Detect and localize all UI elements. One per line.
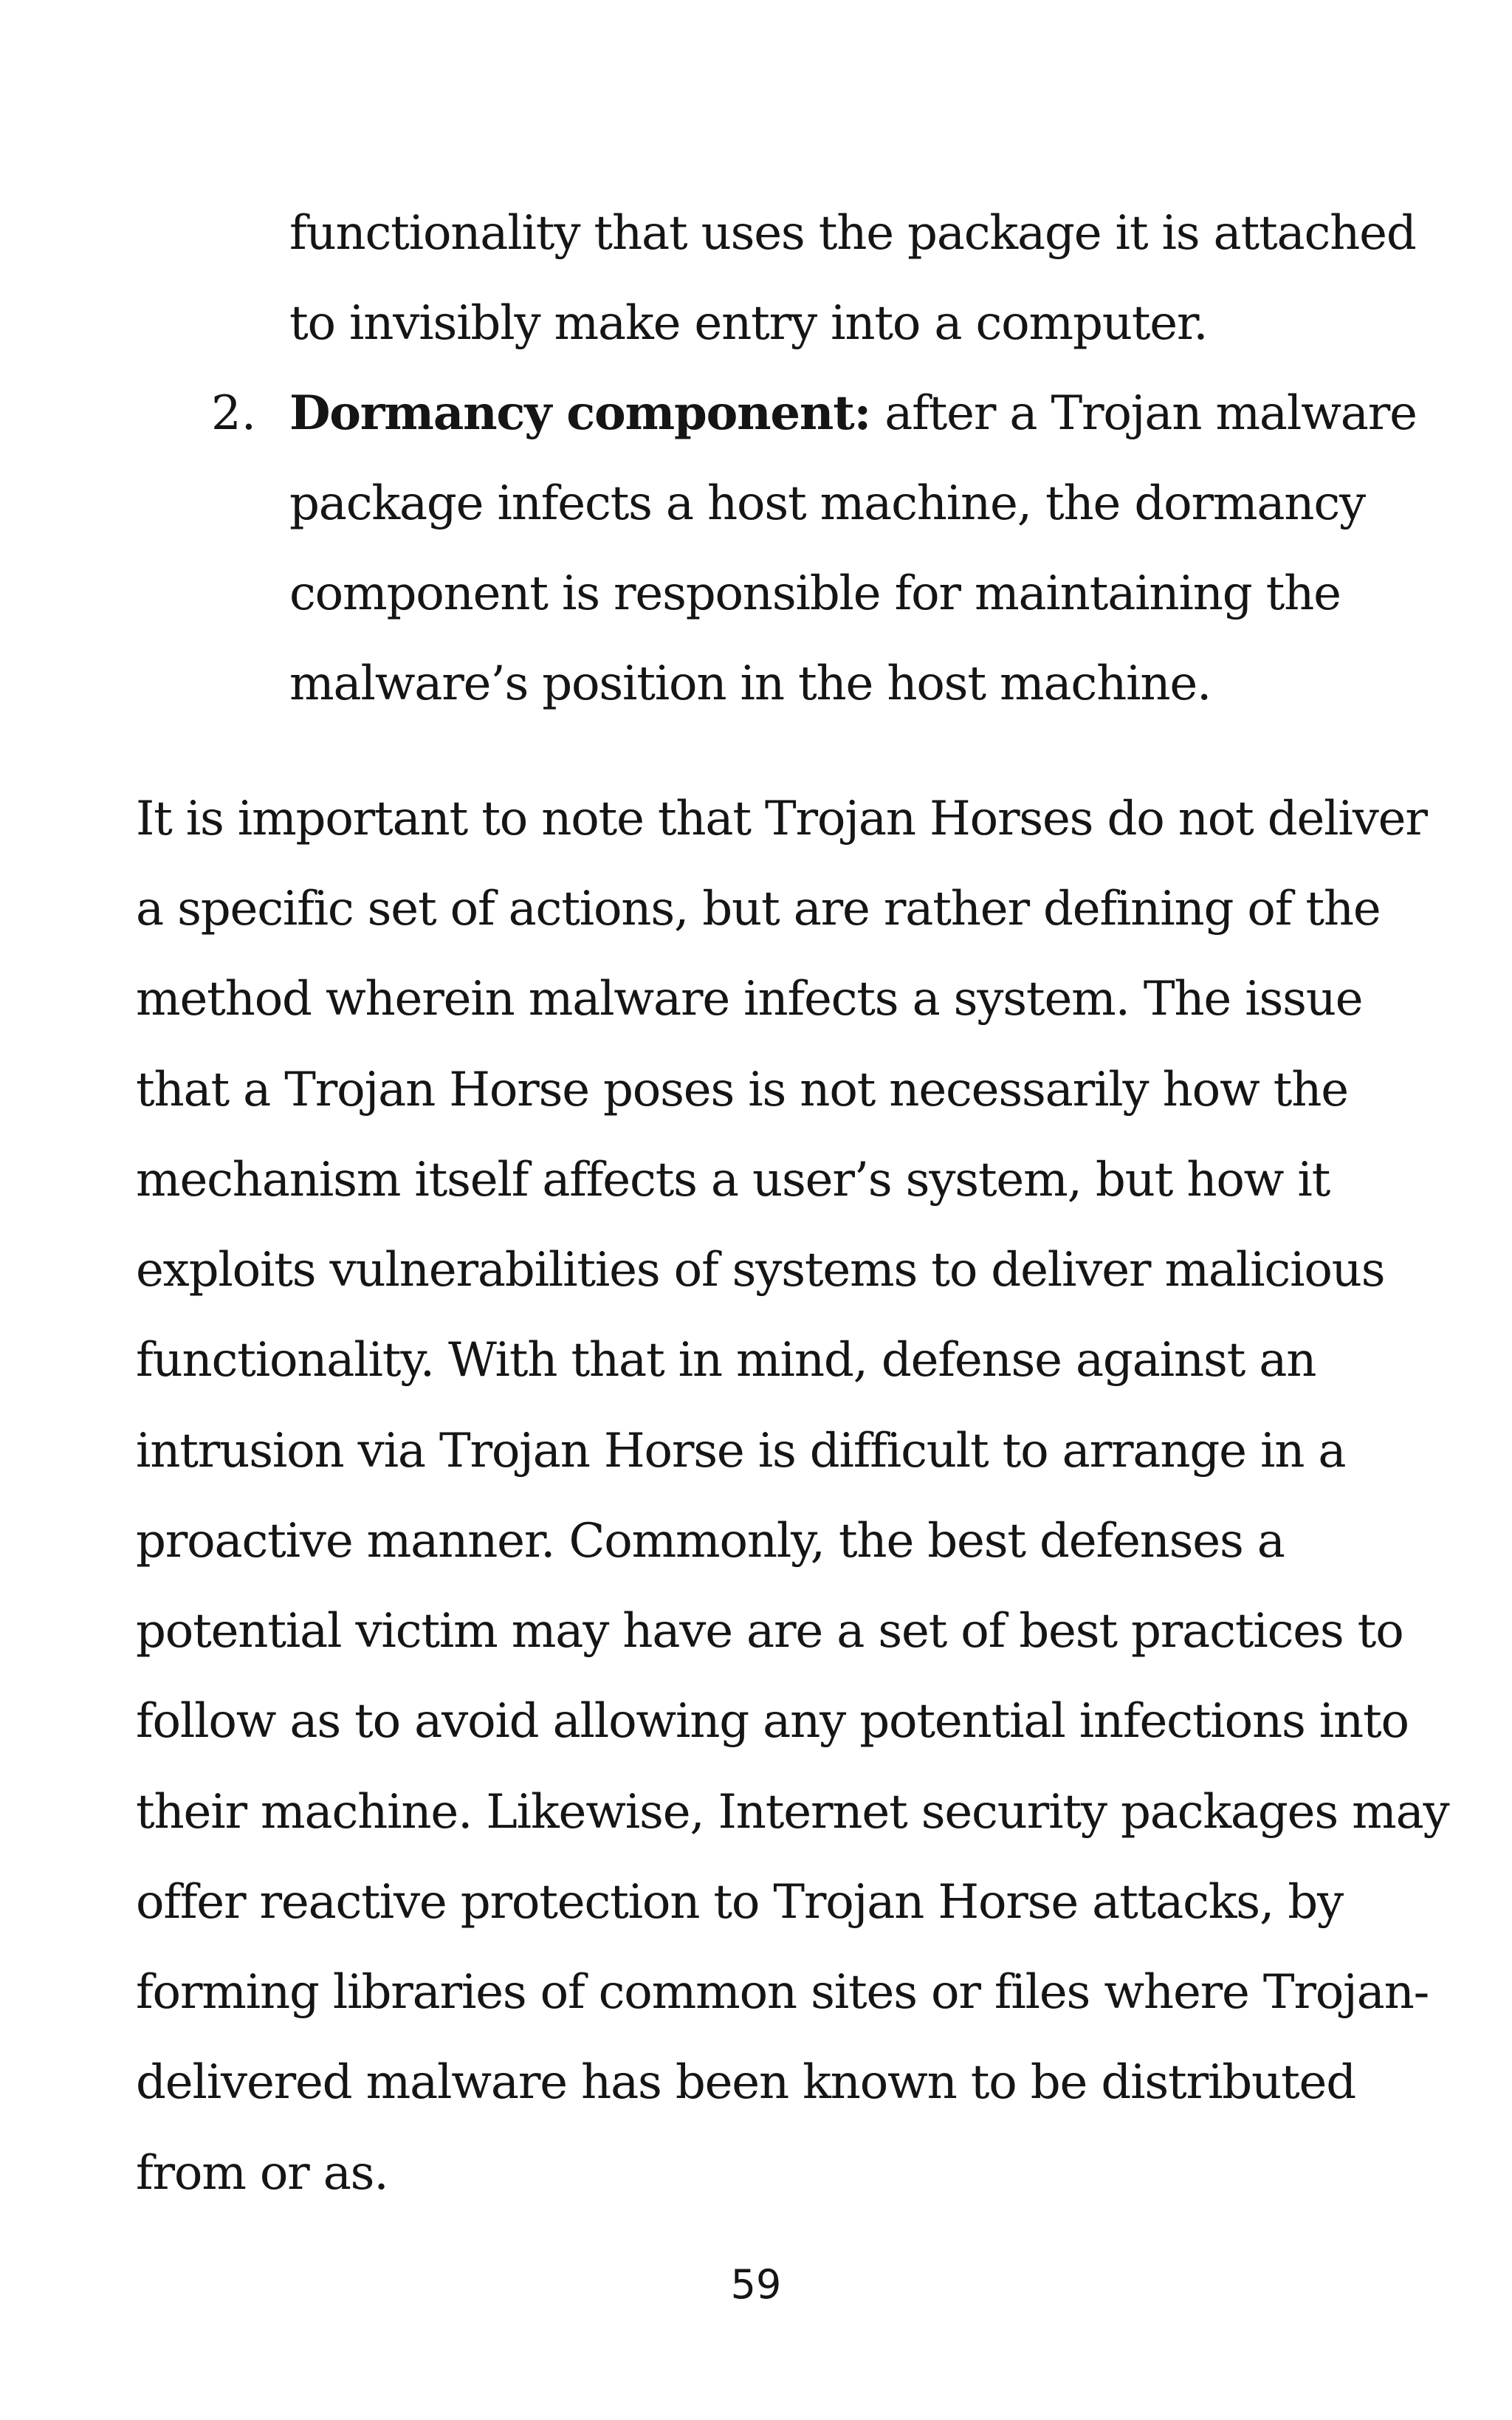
paragraph-line: proactive manner. Commonly, the best defenses a xyxy=(136,1514,1285,1569)
paragraph-line: follow as to avoid allowing any potential infections into xyxy=(136,1694,1409,1749)
paragraph-line: forming libraries of common sites or files where Trojan- xyxy=(136,1965,1429,2020)
page-number: 59 xyxy=(730,2261,782,2308)
list-item-2-line: component is responsible for maintaining the xyxy=(289,566,1341,621)
paragraph-line: potential victim may have are a set of best practices to xyxy=(136,1604,1403,1659)
list-item-2-line: malware’s position in the host machine. xyxy=(289,657,1212,711)
list-item-2-first-line xyxy=(289,384,1417,443)
paragraph-line: offer reactive protection to Trojan Horse attacks, by xyxy=(136,1875,1343,1930)
paragraph-line: their machine. Likewise, Internet security packages may xyxy=(136,1785,1449,1840)
list-item-1-continuation-line: functionality that uses the package it is attached xyxy=(289,206,1416,261)
paragraph-line: delivered malware has been known to be distributed xyxy=(136,2055,1355,2110)
paragraph-line: that a Trojan Horse poses is not necessarily how the xyxy=(136,1063,1348,1117)
list-item-2-term: Dormancy component: xyxy=(289,385,871,441)
paragraph-line: method wherein malware infects a system. The issue xyxy=(136,972,1363,1026)
paragraph-line: from or as. xyxy=(136,2146,388,2201)
list-item-1-continuation-line: to invisibly make entry into a computer. xyxy=(289,296,1208,351)
paragraph-line: exploits vulnerabilities of systems to deliver malicious xyxy=(136,1243,1385,1298)
paragraph-line: It is important to note that Trojan Horses do not deliver xyxy=(136,792,1427,846)
list-item-2-first-line-text: after a Trojan malware xyxy=(870,386,1417,441)
list-item-2-line: package infects a host machine, the dormancy xyxy=(289,476,1365,531)
list-item-2-number: 2. xyxy=(211,386,257,441)
paragraph-line: mechanism itself affects a user’s system, but how it xyxy=(136,1153,1330,1207)
paragraph-line: functionality. With that in mind, defense against an xyxy=(136,1333,1316,1388)
paragraph-line: a specific set of actions, but are rather defining of the xyxy=(136,882,1381,936)
paragraph-line: intrusion via Trojan Horse is difficult to arrange in a xyxy=(136,1424,1346,1478)
